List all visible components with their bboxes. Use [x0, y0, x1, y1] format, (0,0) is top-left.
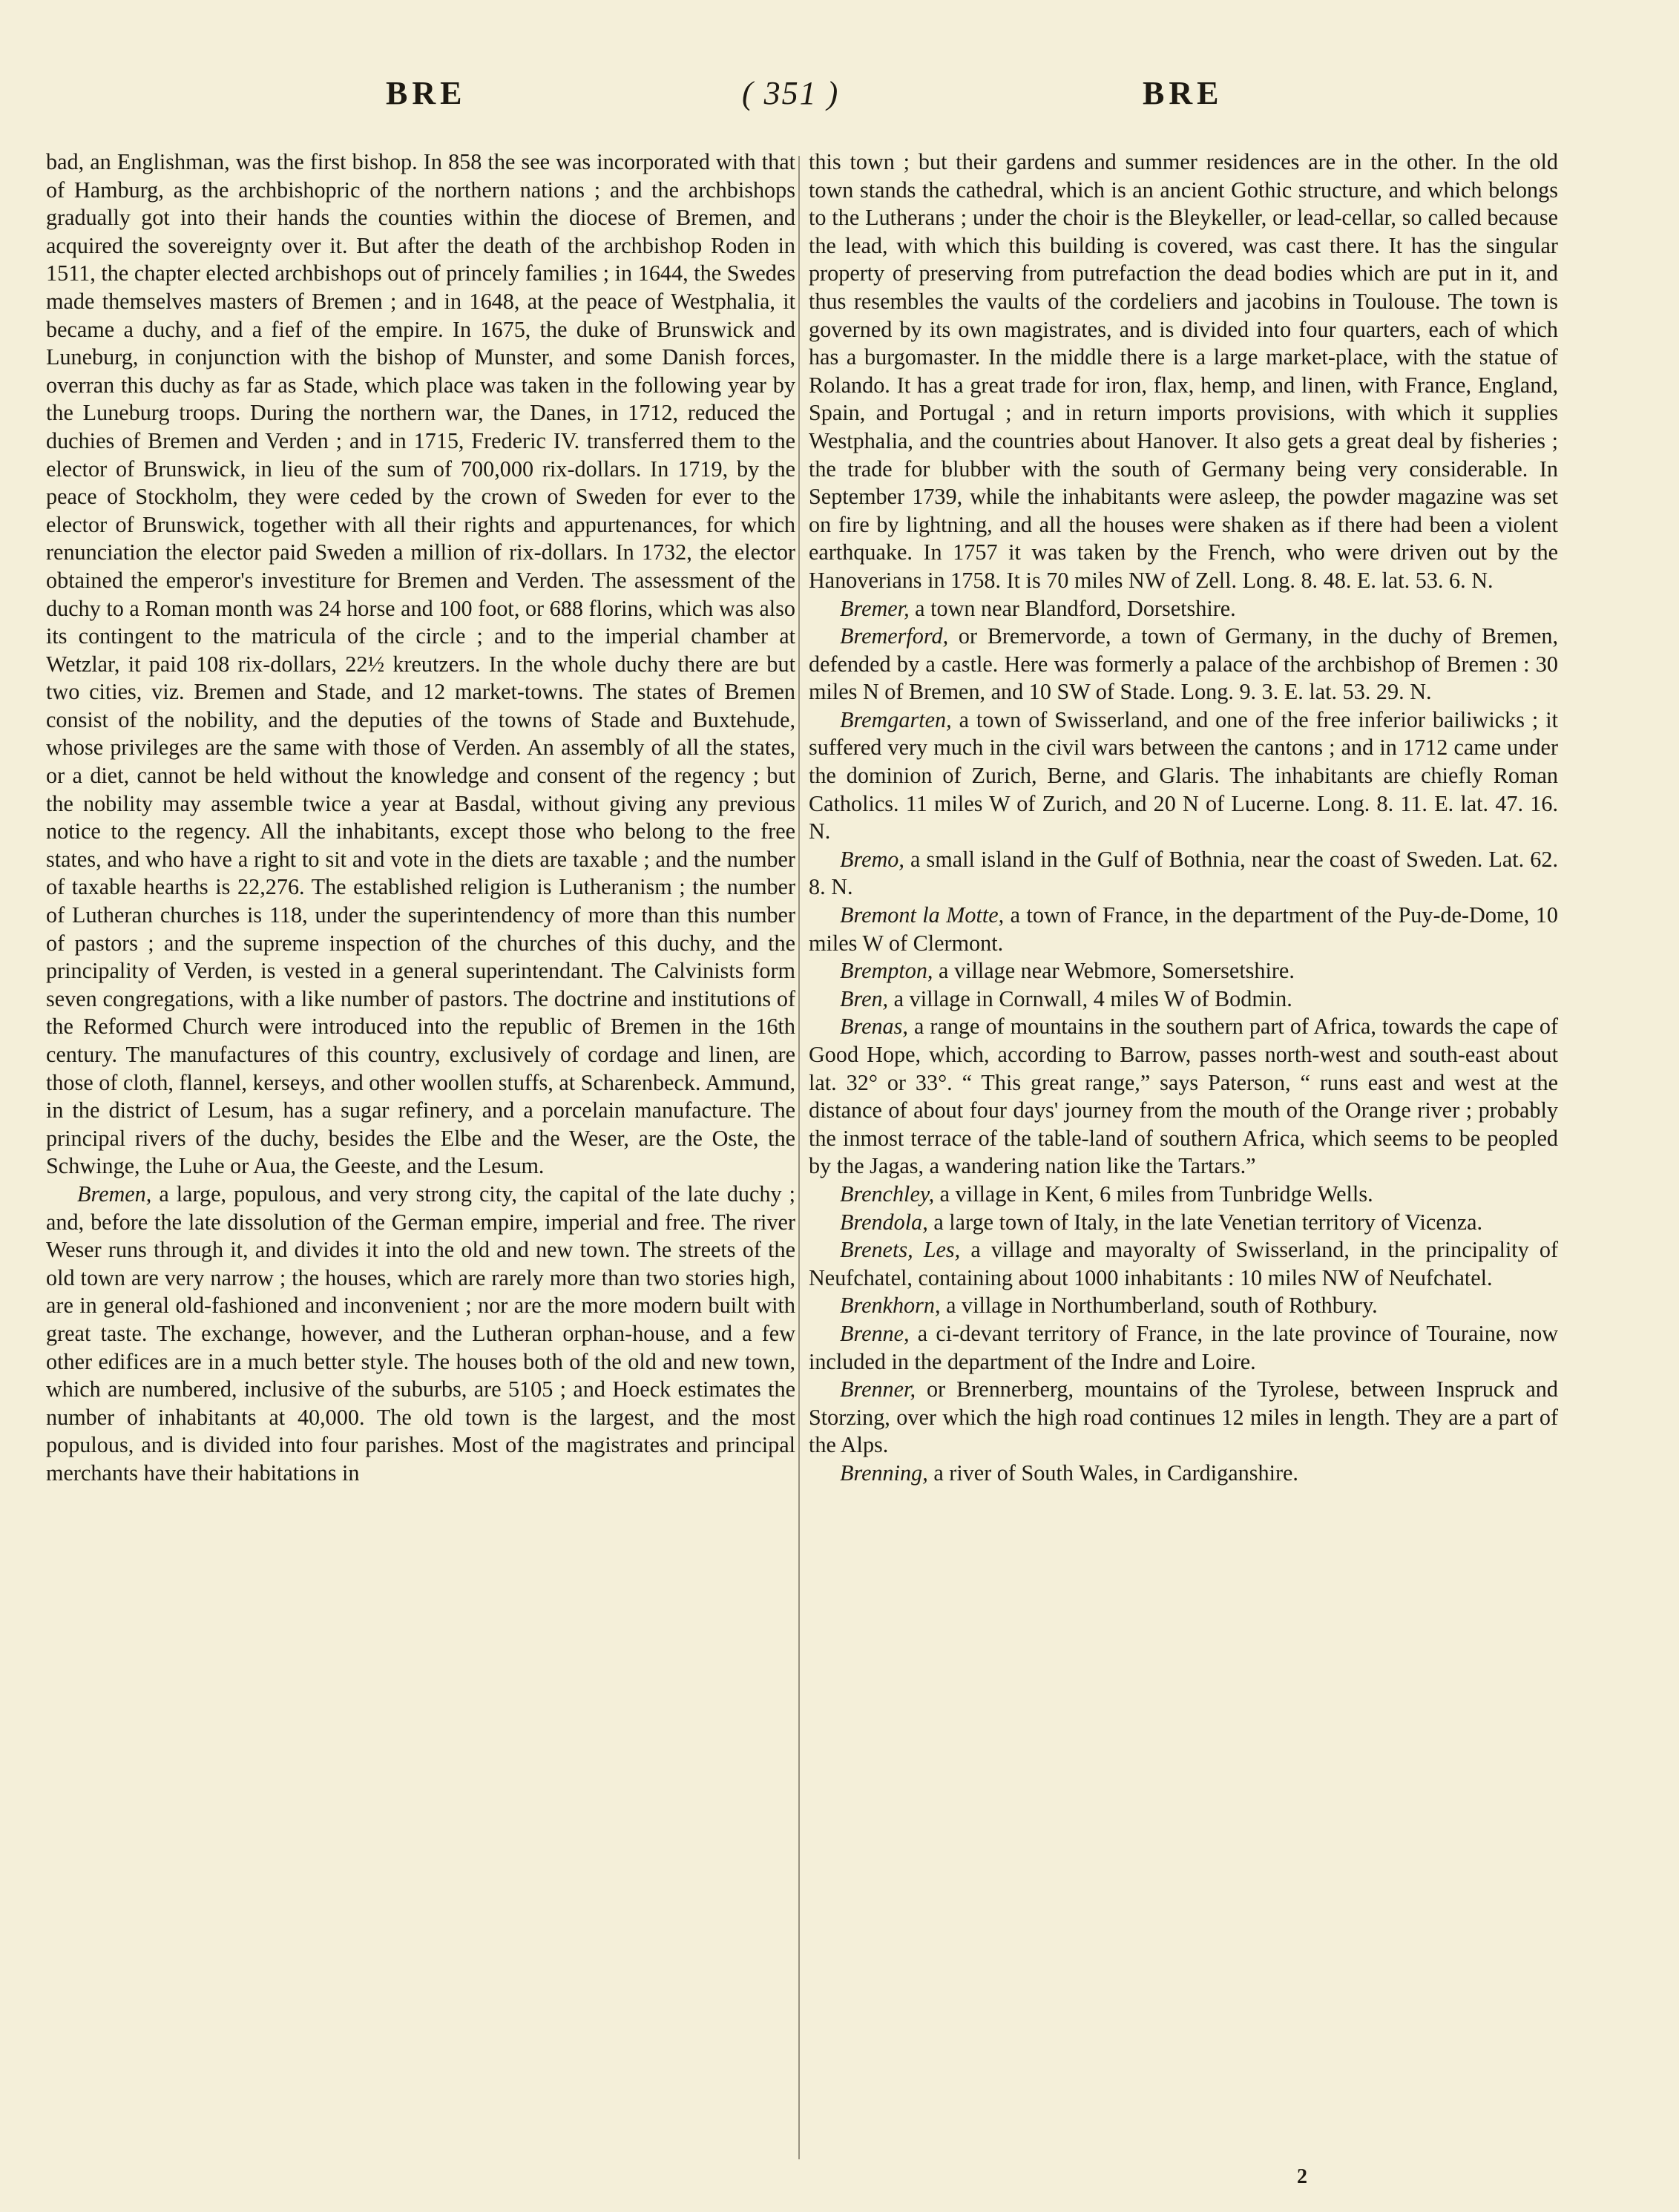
dictionary-entry	[809, 902, 1558, 957]
entry-text: a town of France, in the department of the Puy-de-Dome, 10 miles W of Clermont.	[809, 902, 1558, 956]
dictionary-entry	[809, 846, 1558, 902]
entry-headword: Brempton,	[840, 958, 933, 984]
dictionary-entry	[809, 957, 1558, 985]
entry-text: a range of mountains in the southern part of Africa, towards the cape of Good Hope, which, according to Barrow, passes north-west and south-east about lat. 32° or 33°. “ This great range,” says Paterson, “ runs east and west at the distance of about four days' journey from the mouth of the Orange river ; probably the inmost terrace of the table-land of southern Africa, which seems to be peopled by the Jagas, a wandering nation like the Tartars.”	[809, 1014, 1558, 1179]
entry-headword: Brenner,	[840, 1376, 916, 1402]
dictionary-entry	[809, 1376, 1558, 1460]
entry-headword: Brenkhorn,	[840, 1293, 941, 1319]
entry-text: a large town of Italy, in the late Venetian territory of Vicenza.	[927, 1209, 1483, 1235]
entry-headword: Brenning,	[840, 1460, 928, 1486]
header-right-guideword: BRE	[1143, 75, 1223, 111]
running-header	[0, 74, 1679, 126]
entry-text: a ci-devant territory of France, in the late province of Touraine, now included in the department of the Indre and Loire.	[809, 1320, 1558, 1374]
entry-headword: Bremerford,	[840, 623, 949, 649]
entry-text: a town of Swisserland, and one of the free inferior bailiwicks ; it suffered very much in the civil wars between the cantons ; and in 1712 came under the dominion of Zurich, Berne, and Glaris. The inhabitants are chiefly Roman Catholics. 11 miles W of Zurich, and 20 N of Lucerne. Long. 8. 11. E. lat. 47. 16. N.	[809, 706, 1558, 844]
left-column	[46, 148, 795, 1488]
entry-text: a village and mayoralty of Swisserland, in the principality of Neufchatel, containing about 1000 inhabitants : 10 miles NW of Neufchatel.	[809, 1237, 1559, 1290]
header-left-guideword: BRE	[386, 75, 467, 111]
entry-text: a town near Blandford, Dorsetshire.	[909, 595, 1236, 621]
entry-headword: Brenas,	[840, 1014, 908, 1040]
entry-headword: Bremgarten,	[840, 706, 952, 732]
dictionary-entry	[809, 1181, 1558, 1209]
entry-text: or Brennerberg, mountains of the Tyrolese, between Inspruck and Storzing, over which the high road continues 12 miles in length. They are a part of the Alps.	[809, 1376, 1558, 1458]
dictionary-entry	[809, 706, 1558, 846]
right-column	[809, 148, 1558, 1488]
entry-headword: Bremer,	[840, 595, 910, 621]
dictionary-entry	[809, 1209, 1558, 1237]
dictionary-entry	[809, 1236, 1558, 1292]
continuation-paragraph: bad, an Englishman, was the first bishop. In 858 the see was incorporated with that of Hamburg, as the archbishopric of the northern nations ; and the archbishops gradually got into their hands the counties within the diocese of Bremen, and acquired the sovereignty over it. But after the death of the archbishop Roden in 1511, the chapter elected archbishops out of princely families ; in 1644, the Swedes made themselves masters of Bremen ; and in 1648, at the peace of Westphalia, it became a duchy, and a fief of the empire. In 1675, the duke of Brunswick and Luneburg, in conjunction with the bishop of Munster, and some Danish forces, overran this duchy as far as Stade, which place was taken in the following year by the Luneburg troops. During the northern war, the Danes, in 1712, reduced the duchies of Bremen and Verden ; and in 1715, Frederic IV. transferred them to the elector of Brunswick, in lieu of the sum of 700,000 rix-dollars. In 1719, by the peace of Stockholm, they were ceded by the crown of Sweden for ever to the elector of Brunswick, together with all their rights and appurtenances, for which renunciation the elector paid Sweden a million of rix-dollars. In 1732, the elector obtained the emperor's investiture for Bremen and Verden. The assessment of the duchy to a Roman month was 24 horse and 100 foot, or 688 florins, which was also its contingent to the matricula of the circle ; and to the imperial chamber at Wetzlar, it paid 108 rix-dollars, 22½ kreutzers. In the whole duchy there are but two cities, viz. Bremen and Stade, and 12 market-towns. The states of Bremen consist of the nobility, and the deputies of the towns of Stade and Buxtehude, whose privileges are the same with those of Verden. An assembly of all the states, or a diet, cannot be held without the knowledge and consent of the regency ; but the nobility may assemble twice a year at Basdal, without giving any previous notice to the regency. All the inhabitants, except those who belong to the free states, and who have a right to sit and vote in the diets are taxable ; and the number of taxable hearths is 22,276. The established religion is Lutheranism ; the number of Lutheran churches is 118, under the superintendency of more than this number of pastors ; and the supreme inspection of the churches of this duchy, and the principality of Verden, is vested in a general superintendant. The Calvinists form seven congregations, with a like number of pastors. The doctrine and institutions of the Reformed Church were introduced into the republic of Bremen in the 16th century. The manufactures of this country, exclusively of cordage and linen, are those of cloth, flannel, kerseys, and other woollen stuffs, at Scharenbeck. Ammund, in the district of Lesum, has a sugar refinery, and a porcelain manufacture. The principal rivers of the duchy, besides the Elbe and the Weser, are the Oste, the Schwinge, the Luhe or Aua, the Geeste, and the Lesum.	[46, 149, 795, 1179]
entry-text: or Bremervorde, a town of Germany, in the duchy of Bremen, defended by a castle. Here was formerly a palace of the archbishop of Bremen : 30 miles N of Bremen, and 10 SW of Stade. Long. 9. 3. E. lat. 53. 29. N.	[809, 623, 1558, 705]
entry-headword: Brenets, Les,	[840, 1237, 961, 1263]
entry-text: a large, populous, and very strong city, the capital of the late duchy ; and, before the late dissolution of the German empire, imperial and free. The river Weser runs through it, and divides it into the old and new town. The streets of the old town are very narrow ; the houses, which are rarely more than two stories high, are in general old-fashioned and inconvenient ; nor are the more modern built with great taste. The exchange, however, and the Lutheran orphan-house, and a few other edifices are in a much better style. The houses both of the old and new town, which are numbered, inclusive of the suburbs, are 5105 ; and Hoeck estimates the number of inhabitants at 40,000. The old town is the largest, and the most populous, and is divided into four parishes. Most of the magistrates and principal merchants have their habitations in	[46, 1181, 795, 1486]
dictionary-entry	[809, 1460, 1558, 1488]
dictionary-entry	[809, 623, 1558, 706]
dictionary-entry	[46, 1181, 795, 1488]
page-number: ( 351 )	[742, 75, 840, 111]
continuation-paragraph: this town ; but their gardens and summer residences are in the other. In the old town stands the cathedral, which is an ancient Gothic structure, and which belongs to the Lutherans ; under the choir is the Bleykeller, or lead-cellar, so called because the lead, with which this building is covered, was cast there. It has the singular property of preserving from putrefaction the dead bodies which are put in it, and thus resembles the vaults of the cordeliers and jacobins in Toulouse. The town is governed by its own magistrates, and is divided into four quarters, each of which has a burgomaster. In the middle there is a large market-place, with the statue of Rolando. It has a great trade for iron, flax, hemp, and linen, with France, England, Spain, and Portugal ; and in return imports provisions, with which it supplies Westphalia, and the countries about Hanover. It also gets a great deal by fisheries ; the trade for blubber with the south of Germany being very considerable. In September 1739, while the inhabitants were asleep, the powder magazine was set on fire by lightning, and all the houses were shaken as if there had been a violent earthquake. In 1757 it was taken by the French, who were driven out by the Hanoverians in 1758. It is 70 miles NW of Zell. Long. 8. 48. E. lat. 53. 6. N.	[809, 149, 1558, 593]
entry-text: a village in Kent, 6 miles from Tunbridge Wells.	[934, 1181, 1373, 1207]
signature-mark: 2	[1297, 2165, 1307, 2188]
entry-headword: Bremont la Motte,	[840, 902, 1005, 928]
dictionary-entry	[809, 985, 1558, 1014]
entry-headword: Brenne,	[840, 1320, 910, 1346]
entry-text: a village in Cornwall, 4 miles W of Bodmin.	[888, 985, 1292, 1011]
dictionary-entry	[809, 1292, 1558, 1320]
dictionary-entry	[809, 1320, 1558, 1376]
entry-headword: Brendola,	[840, 1209, 928, 1235]
entry-text: a river of South Wales, in Cardiganshire.	[927, 1460, 1298, 1486]
dictionary-entry	[809, 595, 1558, 623]
dictionary-entry	[809, 1013, 1558, 1181]
entry-headword: Bremen,	[77, 1181, 152, 1207]
entry-text: a small island in the Gulf of Bothnia, near the coast of Sweden. Lat. 62. 8. N.	[809, 846, 1558, 900]
entry-headword: Bren,	[840, 985, 889, 1011]
entry-text: a village in Northumberland, south of Rothbury.	[940, 1293, 1378, 1319]
entry-headword: Bremo,	[840, 846, 904, 872]
entry-headword: Brenchley,	[840, 1181, 935, 1207]
entry-text: a village near Webmore, Somersetshire.	[933, 958, 1295, 984]
column-divider	[798, 156, 800, 2159]
